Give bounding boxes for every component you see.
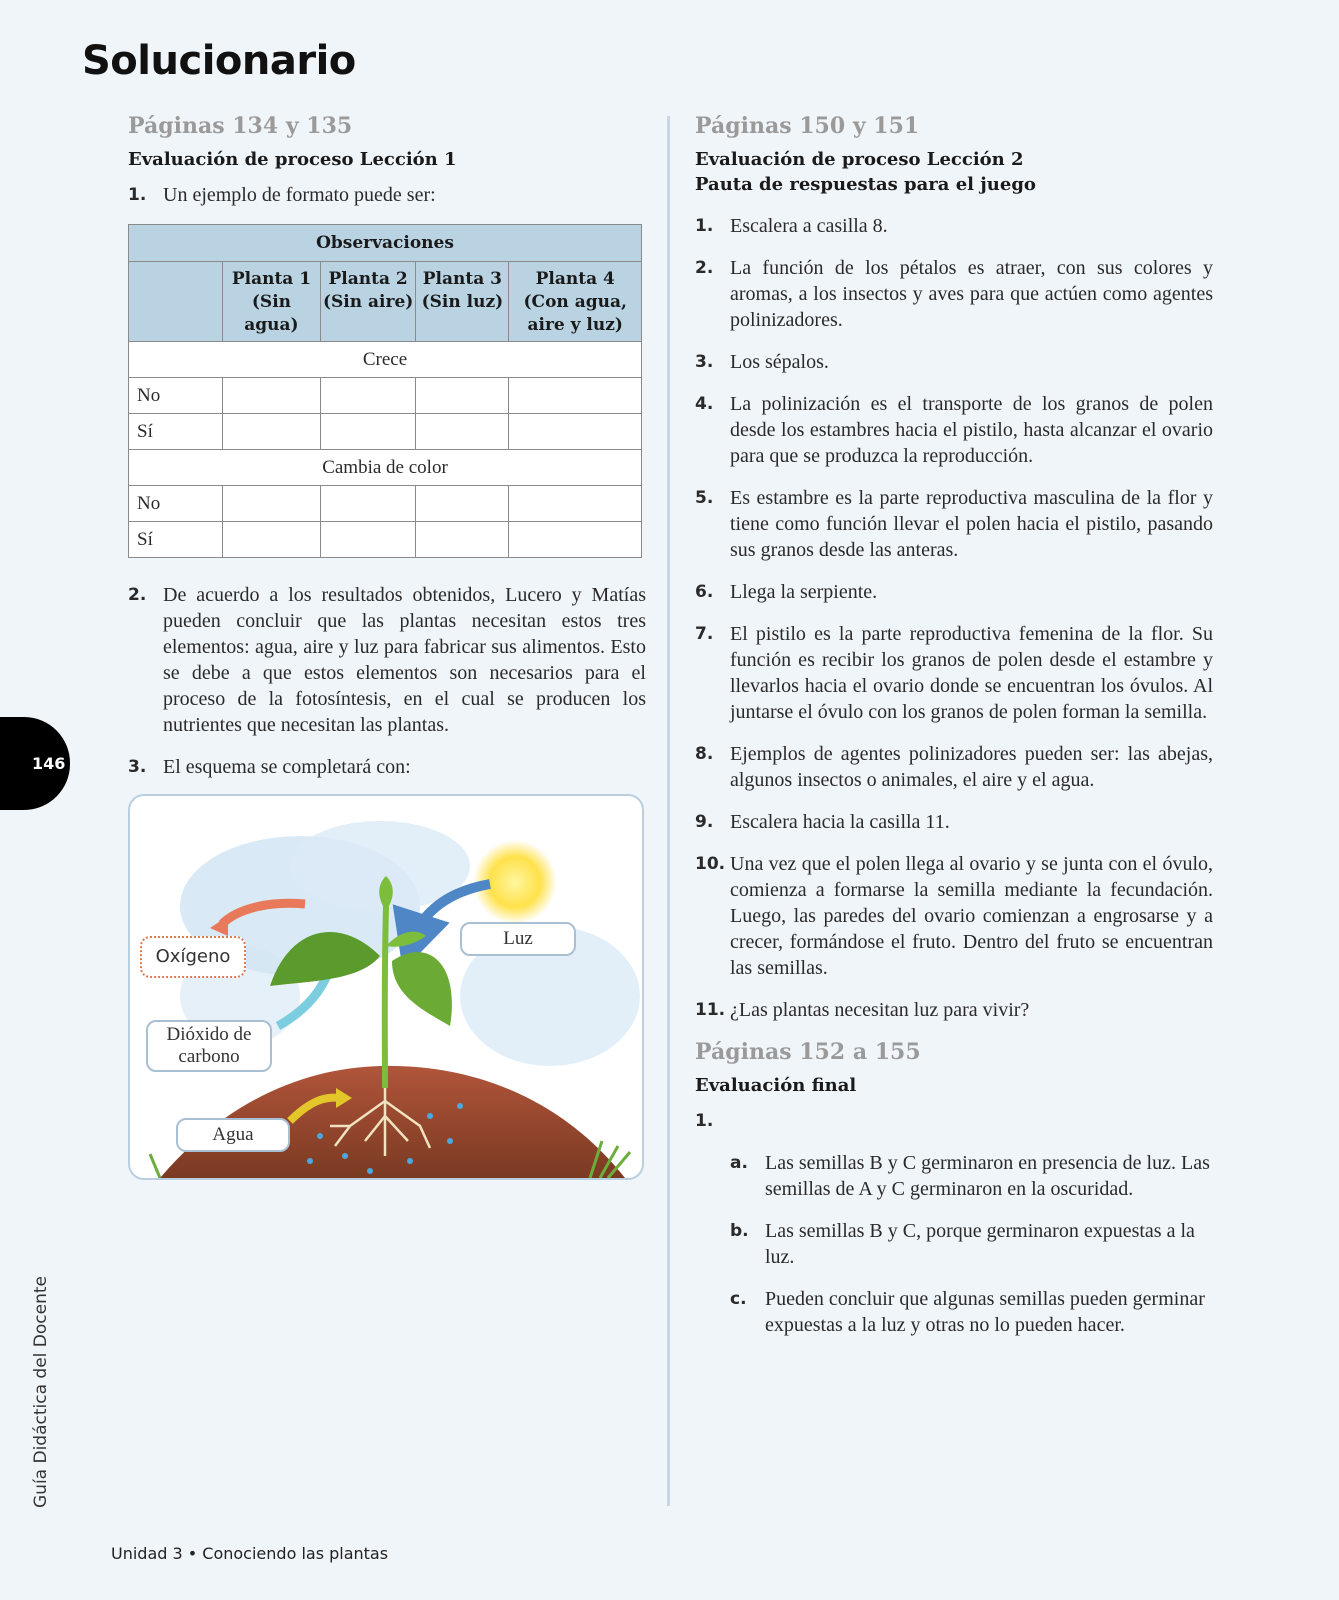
table-caption: Observaciones bbox=[129, 225, 642, 262]
list-item bbox=[695, 579, 1213, 605]
table-row bbox=[129, 414, 642, 450]
table-group-label: Crece bbox=[129, 342, 642, 378]
section-subtitle: Evaluación de proceso Lección 2 bbox=[695, 149, 1024, 170]
list-item bbox=[695, 391, 1213, 469]
co2-label-line2: carbono bbox=[178, 1046, 240, 1067]
item-letter: a. bbox=[730, 1153, 748, 1173]
plant-leaf-right bbox=[392, 952, 452, 1026]
table-cell bbox=[320, 378, 415, 414]
item-number: 1. bbox=[695, 216, 714, 236]
table-header-empty bbox=[129, 262, 223, 342]
row-label: No bbox=[129, 378, 223, 414]
item-number: 6. bbox=[695, 582, 714, 602]
item-letter: c. bbox=[730, 1289, 747, 1309]
item-text: De acuerdo a los resultados obtenidos, Lucero y Matías pueden concluir que las plantas necesitan estos tres elementos: agua, aire y luz para fabricar sus alimentos. Esto se debe a que estos elementos son necesarios para el proceso de la fotosíntesis, en el cual se producen los nutrientes que necesitan las plantas. bbox=[163, 584, 646, 736]
table-cell bbox=[320, 522, 415, 558]
item-text: Escalera hacia la casilla 11. bbox=[730, 811, 950, 833]
table-cell bbox=[416, 414, 509, 450]
item-number: 5. bbox=[695, 488, 714, 508]
section-title: Páginas 150 y 151 bbox=[695, 113, 920, 139]
list-item bbox=[695, 851, 1213, 981]
item-number: 10. bbox=[695, 854, 726, 874]
item-text: Ejemplos de agentes polinizadores pueden ser: las abejas, algunos insectos o animales, el aire y el agua. bbox=[730, 743, 1213, 791]
list-item bbox=[695, 997, 1213, 1023]
list-item bbox=[695, 809, 1213, 835]
table-cell bbox=[509, 486, 642, 522]
item-text: El esquema se completará con: bbox=[163, 756, 411, 778]
item-text: Un ejemplo de formato puede ser: bbox=[163, 184, 436, 206]
right-column bbox=[695, 113, 1213, 1338]
item-text: Una vez que el polen llega al ovario y se junta con el óvulo, comienza a formarse la semilla mediante la fecundación. Luego, las paredes del ovario comienzan a engrosarse y a crecer, formándose el fruto. Dentro del fruto se encuentran las semillas. bbox=[730, 853, 1213, 979]
oxygen-label: Oxígeno bbox=[140, 936, 246, 978]
table-cell bbox=[509, 522, 642, 558]
table-cell bbox=[223, 414, 321, 450]
item-number: 3. bbox=[695, 352, 714, 372]
water-label: Agua bbox=[176, 1118, 290, 1152]
table-cell bbox=[416, 486, 509, 522]
item-text: La polinización es el transporte de los granos de polen desde los estambres hacia el pistilo, hasta alcanzar el ovario para que se produzca la reproducción. bbox=[730, 393, 1213, 467]
table-cell bbox=[320, 486, 415, 522]
table-group-label: Cambia de color bbox=[129, 450, 642, 486]
item-text: Las semillas B y C germinaron en presencia de luz. Las semillas de A y C germinaron en la oscuridad. bbox=[765, 1152, 1210, 1200]
list-item bbox=[695, 349, 1213, 375]
table-cell bbox=[223, 486, 321, 522]
table-row bbox=[129, 522, 642, 558]
left-column bbox=[128, 113, 646, 1180]
item-text bbox=[730, 1108, 1213, 1134]
row-label: Sí bbox=[129, 414, 223, 450]
list-item bbox=[128, 754, 646, 780]
table-header: Planta 2 (Sin aire) bbox=[320, 262, 415, 342]
item-number: 2. bbox=[695, 258, 714, 278]
table-cell bbox=[509, 378, 642, 414]
photosynthesis-diagram bbox=[128, 794, 644, 1180]
item-text: Los sépalos. bbox=[730, 351, 829, 373]
list-item bbox=[128, 582, 646, 738]
item-number: 3. bbox=[128, 757, 147, 777]
sub-answer-list bbox=[730, 1150, 1213, 1338]
item-text: Las semillas B y C, porque germinaron expuestas a la luz. bbox=[765, 1220, 1195, 1268]
item-number: 8. bbox=[695, 744, 714, 764]
observations-table bbox=[128, 224, 642, 558]
item-number: 9. bbox=[695, 812, 714, 832]
footer: Unidad 3 • Conociendo las plantas bbox=[111, 1544, 389, 1563]
section-subtitle: Evaluación final bbox=[695, 1075, 857, 1096]
table-cell bbox=[416, 522, 509, 558]
section-title: Páginas 134 y 135 bbox=[128, 113, 353, 139]
list-item bbox=[695, 255, 1213, 333]
row-label: Sí bbox=[129, 522, 223, 558]
item-number: 2. bbox=[128, 585, 147, 605]
item-number: 11. bbox=[695, 1000, 726, 1020]
plant-stem bbox=[385, 906, 386, 1088]
co2-label-line1: Dióxido de bbox=[166, 1024, 252, 1045]
co2-label bbox=[146, 1020, 272, 1072]
item-text: Llega la serpiente. bbox=[730, 581, 878, 603]
item-number: 1. bbox=[695, 1111, 714, 1131]
list-item bbox=[695, 741, 1213, 793]
item-letter: b. bbox=[730, 1221, 749, 1241]
section-title: Páginas 152 a 155 bbox=[695, 1039, 921, 1065]
sub-list-item bbox=[730, 1218, 1213, 1270]
item-text: La función de los pétalos es atraer, con sus colores y aromas, a los insectos y aves para que actúen como agentes polinizadores. bbox=[730, 257, 1213, 331]
section-subtitle: Pauta de respuestas para el juego bbox=[695, 174, 1036, 195]
table-header: Planta 1 (Sin agua) bbox=[223, 262, 321, 342]
table-header: Planta 3 (Sin luz) bbox=[416, 262, 509, 342]
table-cell bbox=[320, 414, 415, 450]
section-subtitle: Evaluación de proceso Lección 1 bbox=[128, 149, 457, 170]
row-label: No bbox=[129, 486, 223, 522]
item-text: El pistilo es la parte reproductiva femenina de la flor. Su función es recibir los granos de polen desde el estambre y llevarlos hacia el ovario donde se encuentran los óvulos. Al juntarse el óvulo con los granos de polen forman la semilla. bbox=[730, 623, 1213, 723]
item-number: 4. bbox=[695, 394, 714, 414]
item-text: Es estambre es la parte reproductiva masculina de la flor y tiene como función llevar el polen hacia el pistilo, pasando sus granos desde las anteras. bbox=[730, 487, 1213, 561]
light-label: Luz bbox=[460, 922, 576, 956]
item-number: 1. bbox=[128, 185, 147, 205]
table-row bbox=[129, 486, 642, 522]
sub-list-item bbox=[730, 1150, 1213, 1202]
item-text: Escalera a casilla 8. bbox=[730, 215, 888, 237]
page-title: Solucionario bbox=[82, 38, 356, 84]
sub-list-item bbox=[730, 1286, 1213, 1338]
list-item bbox=[695, 1108, 1213, 1134]
list-item bbox=[695, 213, 1213, 239]
side-label: Guía Didáctica del Docente bbox=[31, 1276, 51, 1508]
list-item bbox=[128, 182, 646, 208]
item-number: 7. bbox=[695, 624, 714, 644]
answer-list bbox=[695, 213, 1213, 1023]
list-item bbox=[695, 485, 1213, 563]
table-header: Planta 4 (Con agua, aire y luz) bbox=[509, 262, 642, 342]
page-number-tab: 146 bbox=[0, 717, 70, 810]
table-row bbox=[129, 378, 642, 414]
item-text: ¿Las plantas necesitan luz para vivir? bbox=[730, 999, 1030, 1021]
table-cell bbox=[509, 414, 642, 450]
table-cell bbox=[223, 378, 321, 414]
item-text: Pueden concluir que algunas semillas pueden germinar expuestas a la luz y otras no lo pueden hacer. bbox=[765, 1288, 1205, 1336]
list-item bbox=[695, 621, 1213, 725]
table-cell bbox=[416, 378, 509, 414]
column-divider bbox=[667, 116, 670, 1506]
table-cell bbox=[223, 522, 321, 558]
